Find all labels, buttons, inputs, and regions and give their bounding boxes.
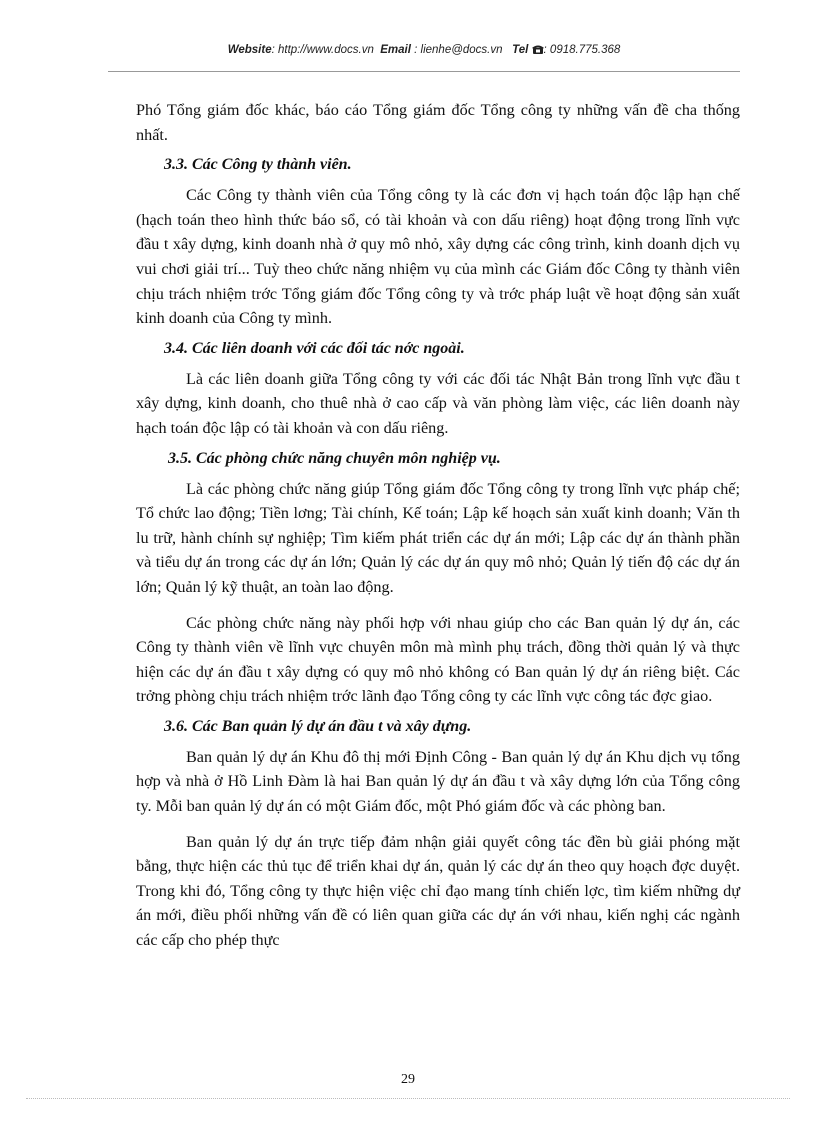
paragraph-3-6b: Ban quản lý dự án trực tiếp đảm nhận giải quyết công tác đền bù giải phóng mặt bằng, thực hiện các thủ tục để triển khai dự án, quản lý các dự án theo quy hoạch đợc duyệt. Trong khi đó, Tổng công ty thực hiện việc chỉ đạo mang tính chiến lợc, tìm kiếm những dự án mới, điều phối những vấn đề có liên quan giữa các dự án với nhau, kiến nghị các ngành các cấp cho phép thực	[136, 832, 740, 950]
paragraph-3-5b: Các phòng chức năng này phối hợp với nhau giúp cho các Ban quản lý dự án, các Công ty thành viên về lĩnh vực chuyên môn mà mình phụ trách, đồng thời quản lý và thực hiện các dự án đầu t xây dựng có quy mô nhỏ không có Ban quản lý dự án riêng biệt. Các trởng phòng chịu trách nhiệm trớc lãnh đạo Tổng công ty các lĩnh vực công tác đợc giao.	[136, 613, 740, 706]
paragraph-intro: Phó Tổng giám đốc khác, báo cáo Tổng giám đốc Tổng công ty những vấn đề cha thống nhất.	[136, 101, 740, 144]
page-bottom-divider	[26, 1098, 790, 1099]
tel-value: : 0918.775.368	[543, 44, 621, 56]
tel-label: Tel	[512, 44, 529, 56]
email-value[interactable]: : lienhe@docs.vn	[410, 44, 503, 56]
website-value[interactable]: : http://www.docs.vn	[271, 44, 374, 56]
heading-3-5: 3.5. Các phòng chức năng chuyên môn nghiệp vụ.	[168, 449, 501, 467]
page-number: 29	[401, 1072, 415, 1087]
paragraph-3-4: Là các liên doanh giữa Tổng công ty với các đối tác Nhật Bản trong lĩnh vực đầu t xây dựng, kinh doanh, cho thuê nhà ở cao cấp và văn phòng làm việc, các liên doanh này hạch toán độc lập có tài khoản và con dấu riêng.	[136, 369, 740, 437]
heading-3-4: 3.4. Các liên doanh với các đối tác nớc ngoài.	[164, 339, 465, 357]
website-label: Website	[227, 44, 272, 56]
heading-3-3: 3.3. Các Công ty thành viên.	[164, 156, 352, 174]
email-label: Email	[380, 44, 411, 56]
page-header	[108, 44, 740, 58]
paragraph-3-3: Các Công ty thành viên của Tổng công ty là các đơn vị hạch toán độc lập hạn chế (hạch toán theo hình thức báo sổ, có tài khoản và con dấu riêng) hoạt động trong lĩnh vực đầu t xây dựng, kinh doanh nhà ở quy mô nhỏ, xây dựng các công trình, kinh doanh dịch vụ vui chơi giải trí... Tuỳ theo chức năng nhiệm vụ của mình các Giám đốc Công ty thành viên chịu trách nhiệm trớc Tổng giám đốc Tổng công ty và trớc pháp luật về hoạt động sản xuất kinh doanh của Công ty mình.	[136, 186, 740, 328]
paragraph-3-6a: Ban quản lý dự án Khu đô thị mới Định Công - Ban quản lý dự án Khu dịch vụ tổng hợp và nhà ở Hồ Linh Đàm là hai Ban quản lý dự án đầu t và xây dựng lớn của Tổng công ty. Mỗi ban quản lý dự án có một Giám đốc, một Phó giám đốc và các phòng ban.	[136, 747, 740, 816]
phone-icon	[532, 44, 544, 58]
heading-3-6: 3.6. Các Ban quản lý dự án đầu t và xây dựng.	[164, 717, 472, 735]
document-body	[136, 98, 740, 953]
header-divider	[108, 71, 740, 72]
paragraph-3-5a: Là các phòng chức năng giúp Tổng giám đốc Tổng công ty trong lĩnh vực pháp chế; Tổ chức lao động; Tiền lơng; Tài chính, Kế toán; Lập kế hoạch sản xuất kinh doanh; Văn th lu trữ, hành chính sự nghiệp; Tìm kiếm phát triển các dự án mới; Lập các dự án thành phần và tiểu dự án trong các dự án lớn; Quản lý các dự án quy mô nhỏ; Quản lý tiến độ các dự án lớn; Quản lý kỹ thuật, an toàn lao động.	[136, 479, 740, 596]
